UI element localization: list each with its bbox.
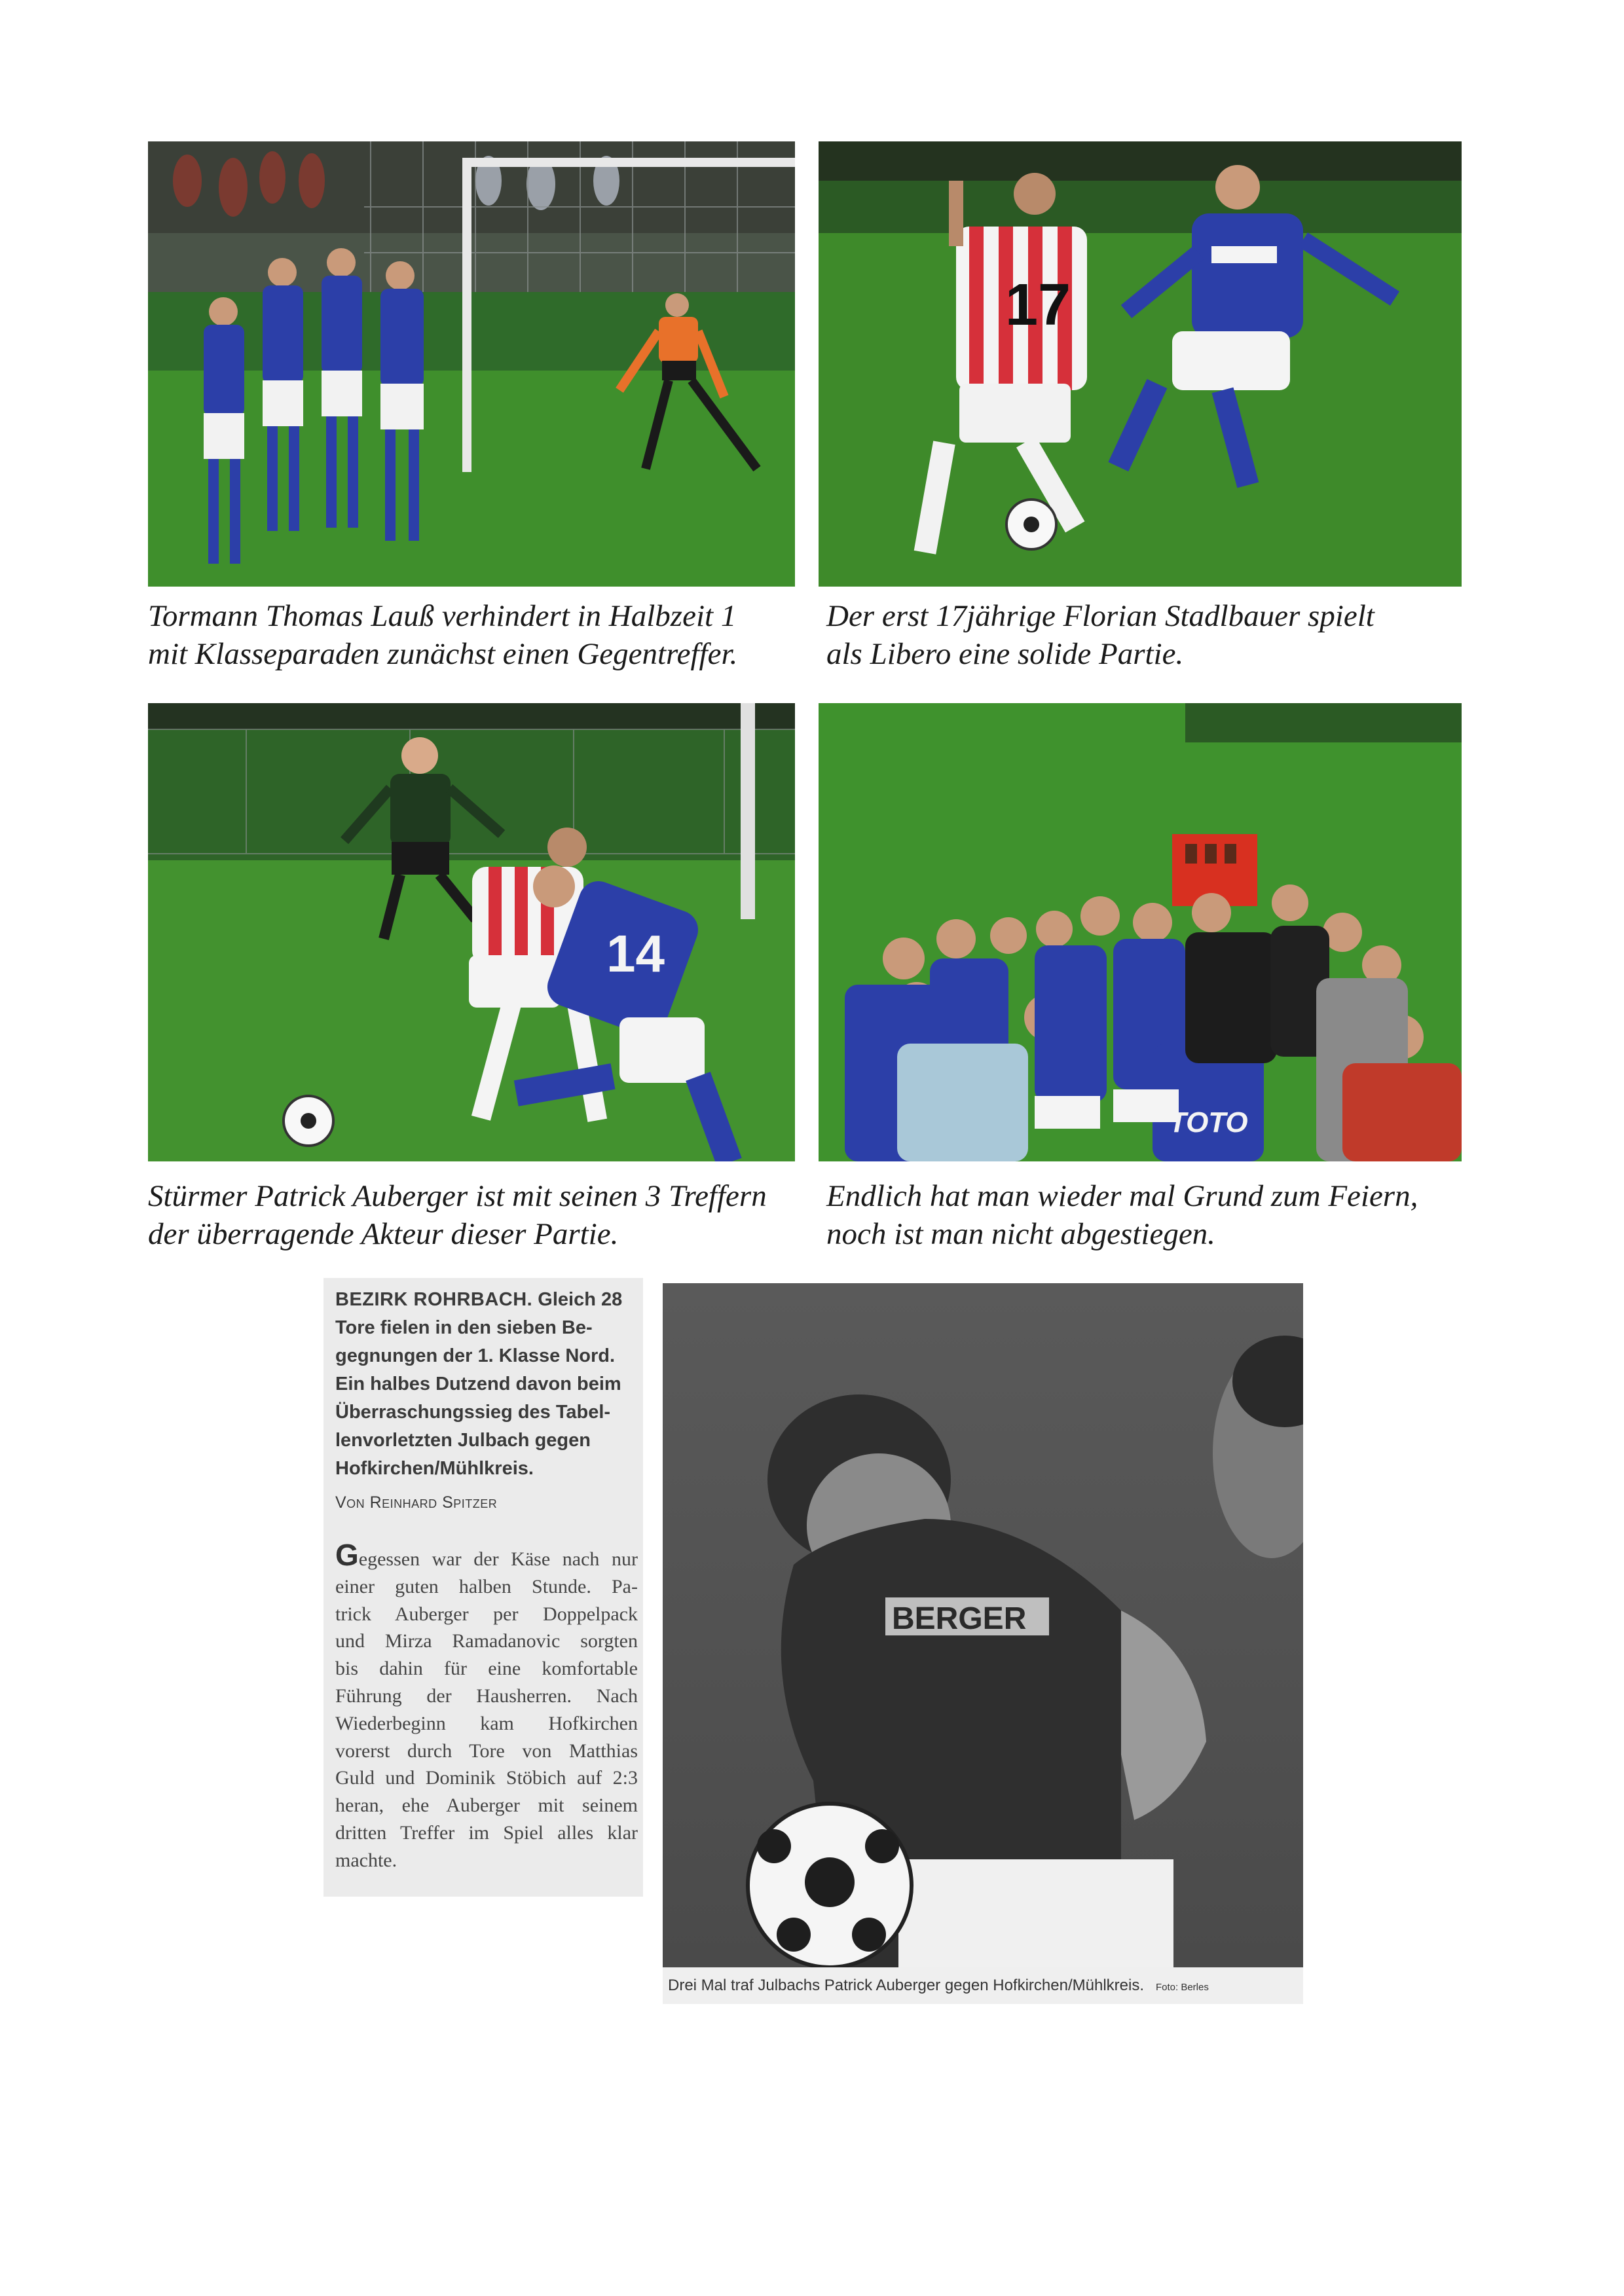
body-line: Wiederbeginn kam Hofkirchen	[335, 1712, 638, 1734]
jersey-sponsor: TOTO	[1169, 1106, 1248, 1139]
body-line: trick Auberger per Doppelpack	[335, 1603, 638, 1625]
article-byline: Von Reinhard Spitzer	[335, 1493, 498, 1512]
caption-line: mit Klasseparaden zunächst einen Gegentreffer.	[148, 637, 738, 671]
body-line: dritten Treffer im Spiel alles klar	[335, 1821, 638, 1844]
caption-line: Tormann Thomas Lauß verhindert in Halbzeit 1	[148, 599, 737, 633]
photo-caption-text: Drei Mal traf Julbachs Patrick Auberger gegen Hofkirchen/Mühlkreis.	[668, 1977, 1144, 1994]
photo-caption	[826, 1177, 1418, 1253]
lead-line: gegnungen der 1. Klasse Nord.	[335, 1345, 616, 1366]
body-line: heran, ehe Auberger mit seinem	[335, 1795, 638, 1817]
body-line: Guld und Dominik Stöbich auf 2:3	[335, 1767, 638, 1789]
lead-line: lenvorletzten Julbach gegen	[335, 1430, 591, 1451]
caption-line: noch ist man nicht abgestiegen.	[826, 1217, 1215, 1251]
photo-free-kick-wall	[148, 141, 795, 587]
article-dropcap: G	[335, 1538, 359, 1572]
newspaper-photo-caption	[663, 1967, 1303, 2004]
body-line: Führung der Hausherren. Nach	[335, 1685, 638, 1707]
photo-celebration	[819, 703, 1462, 1161]
caption-line: der überragende Akteur dieser Partie.	[148, 1217, 619, 1251]
lead-place: BEZIRK ROHRBACH.	[335, 1289, 533, 1310]
body-line: einer guten halben Stunde. Pa-	[335, 1575, 638, 1597]
jersey-number: 14	[606, 924, 665, 983]
lead-line: Überraschungssieg des Tabel-	[335, 1402, 611, 1423]
article-lead	[335, 1286, 643, 1483]
lead-line: Ein halbes Dutzend davon beim	[335, 1374, 621, 1394]
lead-line: Gleich 28	[532, 1289, 623, 1310]
caption-line: Stürmer Patrick Auberger ist mit seinen 3 Treffern	[148, 1179, 767, 1213]
lead-line: Tore fielen in den sieben Be-	[335, 1317, 593, 1338]
caption-line: Der erst 17jährige Florian Stadlbauer spielt	[826, 599, 1375, 633]
jersey-number: 17	[1005, 272, 1071, 338]
body-line: und Mirza Ramadanovic sorgten	[335, 1630, 638, 1652]
newspaper-article	[323, 1278, 643, 1897]
lead-line: Hofkirchen/Mühlkreis.	[335, 1458, 534, 1479]
newspaper-photo	[663, 1283, 1303, 1967]
body-line: vorerst durch Tore von Matthias	[335, 1740, 638, 1762]
body-line: bis dahin für eine komfortable	[335, 1658, 638, 1680]
photo-striker	[148, 703, 795, 1161]
body-line: machte.	[335, 1849, 397, 1871]
photo-caption	[148, 1177, 767, 1253]
photo-caption	[148, 597, 737, 673]
caption-line: als Libero eine solide Partie.	[826, 637, 1184, 671]
body-line: egessen war der Käse nach nur	[358, 1548, 638, 1570]
jersey-sponsor: BERGER	[892, 1601, 1027, 1636]
photo-caption	[826, 597, 1375, 673]
photo-duel	[819, 141, 1462, 587]
article-body	[335, 1538, 638, 1874]
photo-credit: Foto: Berles	[1155, 1982, 1209, 1993]
caption-line: Endlich hat man wieder mal Grund zum Feiern,	[826, 1179, 1418, 1213]
